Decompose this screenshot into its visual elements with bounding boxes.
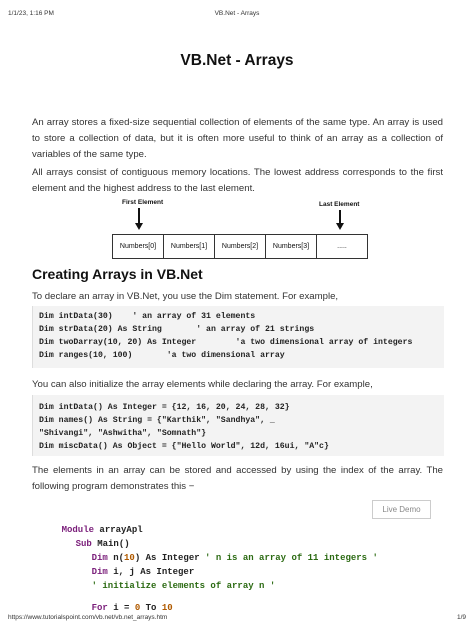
array-cell: Numbers[0]: [113, 235, 164, 258]
code-keyword: Sub: [75, 539, 92, 549]
code-text: arrayApl: [94, 525, 143, 535]
page-number: 1/9: [456, 614, 466, 621]
section-paragraph-1: To declare an array in VB.Net, you use the Dim statement. For example,: [32, 291, 339, 302]
section-paragraph-3: The elements in an array can be stored and accessed by using the index of the array. The following program demonstrates this −: [32, 465, 443, 492]
code-text: To: [140, 603, 162, 613]
last-element-arrowhead: [336, 223, 344, 230]
code-line: Dim twoDarray(10, 20) As Integer 'a two dimensional array of integers: [39, 338, 413, 347]
code-comment: ' n is an array of 11 integers ': [199, 553, 378, 563]
code-keyword: Module: [61, 525, 95, 535]
code-number: 0: [134, 603, 141, 613]
last-element-arrow: [339, 210, 341, 224]
last-element-label: Last Element: [319, 201, 360, 208]
section-paragraph-2: You can also initialize the array elements while declaring the array. For example,: [32, 379, 373, 390]
program-code: [32, 509, 443, 613]
code-line: Dim miscData() As Object = {"Hello World", 12d, 16ui, "A"c}: [39, 442, 329, 451]
first-element-arrow: [138, 208, 140, 224]
code-line: Dim ranges(10, 100) 'a two dimensional array: [39, 351, 285, 360]
first-element-label: First Element: [122, 199, 164, 206]
code-line: Dim intData(30) ' an array of 31 elements: [39, 312, 256, 321]
code-keyword: Dim: [91, 553, 108, 563]
code-block-declare: [32, 306, 444, 368]
array-cell: Numbers[3]: [266, 235, 317, 258]
print-footer: [8, 614, 466, 621]
array-cell: Numbers[1]: [164, 235, 215, 258]
code-block-initialize: [32, 395, 444, 456]
print-doc-title: VB.Net - Arrays: [214, 10, 260, 17]
section-heading: Creating Arrays in VB.Net: [32, 266, 203, 282]
array-cell: Numbers[2]: [215, 235, 266, 258]
page-title: VB.Net - Arrays: [180, 52, 294, 69]
code-text: n(: [107, 553, 125, 563]
page-url: https://www.tutorialspoint.com/vb.net/vb.net_arrays.htm: [8, 614, 168, 621]
live-demo-button[interactable]: Live Demo: [372, 500, 431, 519]
code-number: 10: [161, 603, 173, 613]
intro-paragraph-1: An array stores a fixed-size sequential collection of elements of the same type. An array is used to store a collection of data, but it is often more useful to think of an array as a collection of variables of the same type.: [32, 117, 443, 160]
print-datetime: 1/1/23, 1:16 PM: [8, 10, 54, 17]
first-element-arrowhead: [135, 223, 143, 230]
code-line: "Shivangi", "Ashwitha", "Somnath"}: [39, 429, 207, 438]
intro-paragraph-2: All arrays consist of contiguous memory locations. The lowest address corresponds to the first element and the highest address to the last element.: [32, 167, 443, 194]
code-text: i =: [107, 603, 135, 613]
code-keyword: For: [91, 603, 108, 613]
code-text: i, j As Integer: [107, 567, 195, 577]
code-text: Main(): [91, 539, 130, 549]
code-text: ) As Integer: [134, 553, 200, 563]
code-line: Dim strData(20) As String ' an array of 21 strings: [39, 325, 315, 334]
code-line: Dim names() As String = {"Karthik", "Sandhya", _: [39, 416, 275, 425]
array-cell: .....: [337, 243, 347, 250]
code-comment: ' initialize elements of array n ': [91, 581, 276, 591]
code-line: Dim intData() As Integer = {12, 16, 20, 24, 28, 32}: [39, 403, 290, 412]
array-cells: [112, 234, 368, 259]
code-keyword: Dim: [91, 567, 108, 577]
code-number: 10: [124, 553, 135, 563]
